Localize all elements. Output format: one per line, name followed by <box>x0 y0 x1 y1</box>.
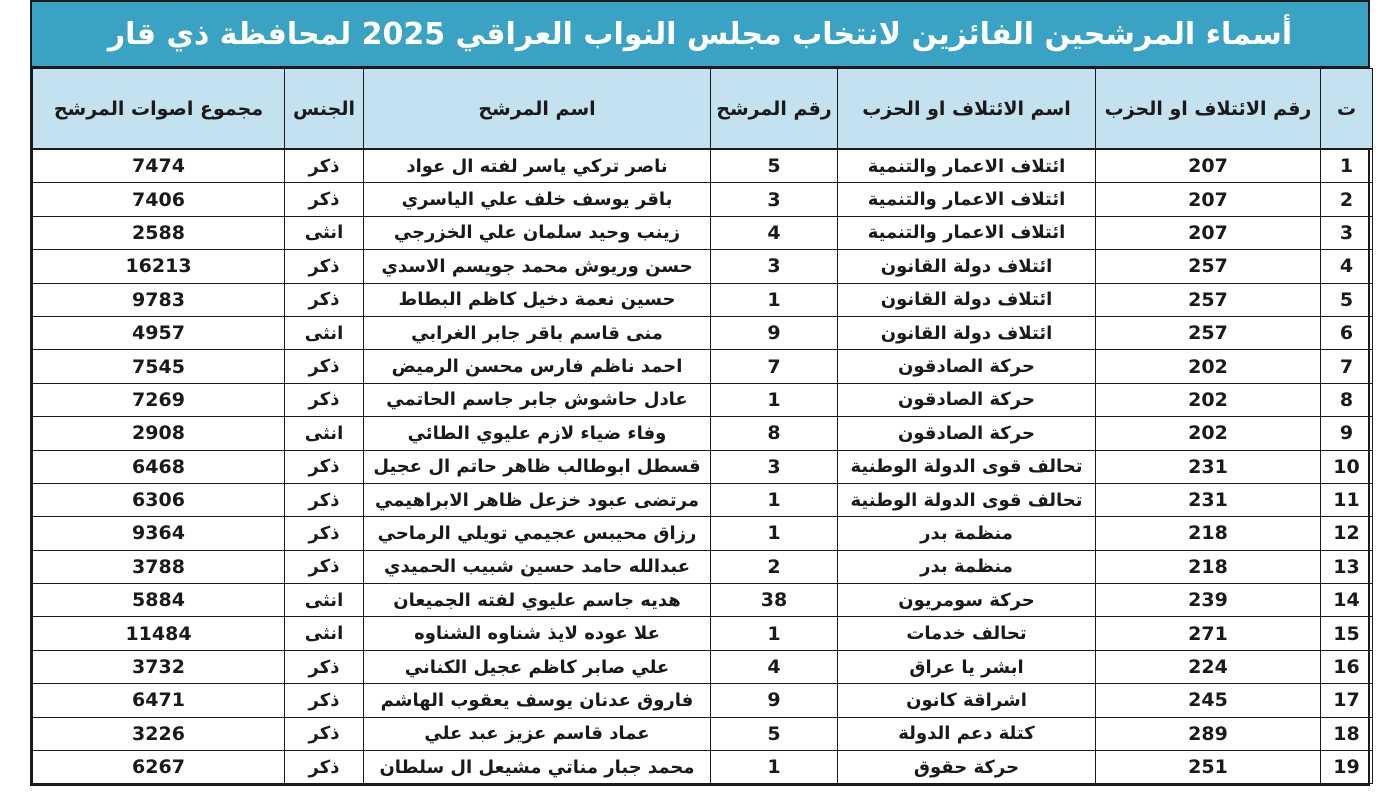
cell-candidate-number: 1 <box>711 383 838 416</box>
cell-gender: ذكر <box>285 751 364 784</box>
cell-coalition-number: 202 <box>1096 417 1321 450</box>
cell-votes: 7269 <box>33 383 285 416</box>
cell-index: 6 <box>1321 316 1373 349</box>
cell-gender: انثى <box>285 417 364 450</box>
cell-candidate-name: رزاق محيبس عجيمي تويلي الرماحي <box>364 517 711 550</box>
cell-candidate-name: علا عوده لايذ شناوه الشناوه <box>364 617 711 650</box>
cell-coalition-number: 257 <box>1096 316 1321 349</box>
cell-candidate-name: عبدالله حامد حسين شبيب الحميدي <box>364 550 711 583</box>
cell-gender: ذكر <box>285 517 364 550</box>
cell-index: 12 <box>1321 517 1373 550</box>
cell-gender: ذكر <box>285 550 364 583</box>
cell-candidate-number: 7 <box>711 350 838 383</box>
cell-coalition-number: 239 <box>1096 584 1321 617</box>
cell-index: 2 <box>1321 183 1373 216</box>
table-row <box>33 216 1373 249</box>
table-row <box>33 483 1373 516</box>
column-header-candidate-number: رقم المرشح <box>711 69 838 150</box>
cell-index: 1 <box>1321 149 1373 183</box>
cell-candidate-name: علي صابر كاظم عجيل الكناني <box>364 650 711 683</box>
cell-candidate-name: فاروق عدنان يوسف يعقوب الهاشم <box>364 684 711 717</box>
cell-candidate-number: 8 <box>711 417 838 450</box>
cell-candidate-number: 4 <box>711 650 838 683</box>
cell-votes: 6306 <box>33 483 285 516</box>
cell-index: 15 <box>1321 617 1373 650</box>
column-header-coalition-number: رقم الائتلاف او الحزب <box>1096 69 1321 150</box>
cell-coalition-name: تحالف قوى الدولة الوطنية <box>838 483 1096 516</box>
cell-coalition-name: منظمة بدر <box>838 517 1096 550</box>
cell-coalition-number: 245 <box>1096 684 1321 717</box>
cell-votes: 9364 <box>33 517 285 550</box>
column-header-candidate-name: اسم المرشح <box>364 69 711 150</box>
cell-coalition-name: حركة سومريون <box>838 584 1096 617</box>
cell-coalition-number: 207 <box>1096 149 1321 183</box>
table-row <box>33 717 1373 750</box>
cell-gender: انثى <box>285 216 364 249</box>
cell-coalition-number: 231 <box>1096 483 1321 516</box>
cell-coalition-name: تحالف قوى الدولة الوطنية <box>838 450 1096 483</box>
table-row <box>33 450 1373 483</box>
table-row <box>33 550 1373 583</box>
cell-coalition-number: 207 <box>1096 183 1321 216</box>
cell-coalition-name: اشراقة كانون <box>838 684 1096 717</box>
cell-candidate-name: حسين نعمة دخيل كاظم البطاط <box>364 283 711 316</box>
cell-votes: 6468 <box>33 450 285 483</box>
table-row <box>33 584 1373 617</box>
table-row <box>33 350 1373 383</box>
cell-coalition-number: 218 <box>1096 550 1321 583</box>
cell-candidate-name: عادل حاشوش جابر جاسم الحاتمي <box>364 383 711 416</box>
cell-coalition-number: 257 <box>1096 283 1321 316</box>
cell-candidate-number: 3 <box>711 250 838 283</box>
cell-candidate-name: هديه جاسم عليوي لفته الجميعان <box>364 584 711 617</box>
cell-coalition-name: منظمة بدر <box>838 550 1096 583</box>
cell-candidate-number: 1 <box>711 483 838 516</box>
table-row <box>33 316 1373 349</box>
cell-gender: ذكر <box>285 483 364 516</box>
cell-coalition-number: 202 <box>1096 383 1321 416</box>
cell-gender: ذكر <box>285 450 364 483</box>
cell-gender: ذكر <box>285 183 364 216</box>
column-header-index: ت <box>1321 69 1373 150</box>
cell-candidate-name: قسطل ابوطالب ظاهر حاتم ال عجيل <box>364 450 711 483</box>
table-header-row <box>33 69 1373 150</box>
cell-index: 19 <box>1321 751 1373 784</box>
table-row <box>33 617 1373 650</box>
cell-votes: 6471 <box>33 684 285 717</box>
cell-candidate-number: 9 <box>711 316 838 349</box>
cell-candidate-number: 1 <box>711 751 838 784</box>
results-sheet <box>30 0 1370 786</box>
cell-candidate-number: 3 <box>711 183 838 216</box>
cell-coalition-name: ابشر يا عراق <box>838 650 1096 683</box>
cell-votes: 11484 <box>33 617 285 650</box>
cell-index: 8 <box>1321 383 1373 416</box>
cell-index: 7 <box>1321 350 1373 383</box>
cell-coalition-name: حركة حقوق <box>838 751 1096 784</box>
cell-index: 14 <box>1321 584 1373 617</box>
cell-gender: انثى <box>285 316 364 349</box>
cell-candidate-number: 5 <box>711 717 838 750</box>
cell-votes: 3732 <box>33 650 285 683</box>
cell-coalition-number: 289 <box>1096 717 1321 750</box>
table-row <box>33 751 1373 784</box>
cell-candidate-name: ناصر تركي ياسر لفته ال عواد <box>364 149 711 183</box>
column-header-gender: الجنس <box>285 69 364 150</box>
cell-candidate-number: 2 <box>711 550 838 583</box>
cell-candidate-number: 5 <box>711 149 838 183</box>
cell-coalition-name: ائتلاف دولة القانون <box>838 316 1096 349</box>
cell-index: 13 <box>1321 550 1373 583</box>
cell-coalition-number: 257 <box>1096 250 1321 283</box>
table-body <box>33 149 1373 784</box>
cell-candidate-name: وفاء ضياء لازم عليوي الطائي <box>364 417 711 450</box>
cell-coalition-number: 271 <box>1096 617 1321 650</box>
cell-coalition-name: حركة الصادقون <box>838 417 1096 450</box>
table-row <box>33 650 1373 683</box>
cell-index: 10 <box>1321 450 1373 483</box>
cell-index: 5 <box>1321 283 1373 316</box>
cell-votes: 3788 <box>33 550 285 583</box>
page-title: أسماء المرشحين الفائزين لانتخاب مجلس النواب العراقي 2025 لمحافظة ذي قار <box>32 2 1368 68</box>
cell-candidate-name: احمد ناظم فارس محسن الرميض <box>364 350 711 383</box>
cell-coalition-name: ائتلاف دولة القانون <box>838 283 1096 316</box>
table-row <box>33 149 1373 183</box>
cell-candidate-name: زينب وحيد سلمان علي الخزرجي <box>364 216 711 249</box>
cell-votes: 2908 <box>33 417 285 450</box>
cell-index: 3 <box>1321 216 1373 249</box>
cell-coalition-name: ائتلاف الاعمار والتنمية <box>838 216 1096 249</box>
cell-candidate-name: عماد قاسم عزيز عبد علي <box>364 717 711 750</box>
cell-candidate-name: منى قاسم باقر جابر الغرابي <box>364 316 711 349</box>
cell-candidate-name: باقر يوسف خلف علي الياسري <box>364 183 711 216</box>
cell-votes: 6267 <box>33 751 285 784</box>
cell-coalition-name: كتلة دعم الدولة <box>838 717 1096 750</box>
table-row <box>33 283 1373 316</box>
cell-coalition-name: ائتلاف دولة القانون <box>838 250 1096 283</box>
cell-candidate-number: 1 <box>711 283 838 316</box>
table-row <box>33 684 1373 717</box>
column-header-votes: مجموع اصوات المرشح <box>33 69 285 150</box>
cell-candidate-number: 3 <box>711 450 838 483</box>
cell-candidate-name: محمد جبار مناتي مشيعل ال سلطان <box>364 751 711 784</box>
cell-votes: 9783 <box>33 283 285 316</box>
cell-votes: 4957 <box>33 316 285 349</box>
table-row <box>33 517 1373 550</box>
cell-candidate-name: حسن وريوش محمد جويسم الاسدي <box>364 250 711 283</box>
cell-gender: ذكر <box>285 149 364 183</box>
cell-gender: ذكر <box>285 684 364 717</box>
table-row <box>33 250 1373 283</box>
cell-coalition-name: حركة الصادقون <box>838 383 1096 416</box>
cell-index: 16 <box>1321 650 1373 683</box>
cell-votes: 5884 <box>33 584 285 617</box>
cell-coalition-name: تحالف خدمات <box>838 617 1096 650</box>
cell-gender: ذكر <box>285 717 364 750</box>
column-header-coalition-name: اسم الائتلاف او الحزب <box>838 69 1096 150</box>
cell-coalition-number: 218 <box>1096 517 1321 550</box>
table-row <box>33 183 1373 216</box>
cell-coalition-name: ائتلاف الاعمار والتنمية <box>838 149 1096 183</box>
cell-coalition-name: حركة الصادقون <box>838 350 1096 383</box>
cell-candidate-number: 9 <box>711 684 838 717</box>
winners-table <box>32 68 1373 784</box>
table-row <box>33 383 1373 416</box>
cell-gender: ذكر <box>285 283 364 316</box>
cell-candidate-number: 1 <box>711 517 838 550</box>
cell-candidate-number: 38 <box>711 584 838 617</box>
cell-votes: 3226 <box>33 717 285 750</box>
cell-coalition-number: 202 <box>1096 350 1321 383</box>
cell-votes: 7406 <box>33 183 285 216</box>
cell-gender: ذكر <box>285 250 364 283</box>
cell-coalition-number: 224 <box>1096 650 1321 683</box>
cell-coalition-name: ائتلاف الاعمار والتنمية <box>838 183 1096 216</box>
cell-candidate-number: 4 <box>711 216 838 249</box>
cell-index: 4 <box>1321 250 1373 283</box>
cell-index: 11 <box>1321 483 1373 516</box>
cell-index: 18 <box>1321 717 1373 750</box>
table-row <box>33 417 1373 450</box>
cell-votes: 7545 <box>33 350 285 383</box>
cell-gender: ذكر <box>285 650 364 683</box>
cell-candidate-number: 1 <box>711 617 838 650</box>
cell-votes: 2588 <box>33 216 285 249</box>
cell-gender: ذكر <box>285 383 364 416</box>
cell-coalition-number: 231 <box>1096 450 1321 483</box>
cell-gender: ذكر <box>285 350 364 383</box>
cell-coalition-number: 251 <box>1096 751 1321 784</box>
cell-votes: 7474 <box>33 149 285 183</box>
cell-votes: 16213 <box>33 250 285 283</box>
cell-gender: انثى <box>285 584 364 617</box>
cell-index: 9 <box>1321 417 1373 450</box>
cell-gender: انثى <box>285 617 364 650</box>
cell-coalition-number: 207 <box>1096 216 1321 249</box>
cell-candidate-name: مرتضى عبود خزعل ظاهر الابراهيمي <box>364 483 711 516</box>
cell-index: 17 <box>1321 684 1373 717</box>
